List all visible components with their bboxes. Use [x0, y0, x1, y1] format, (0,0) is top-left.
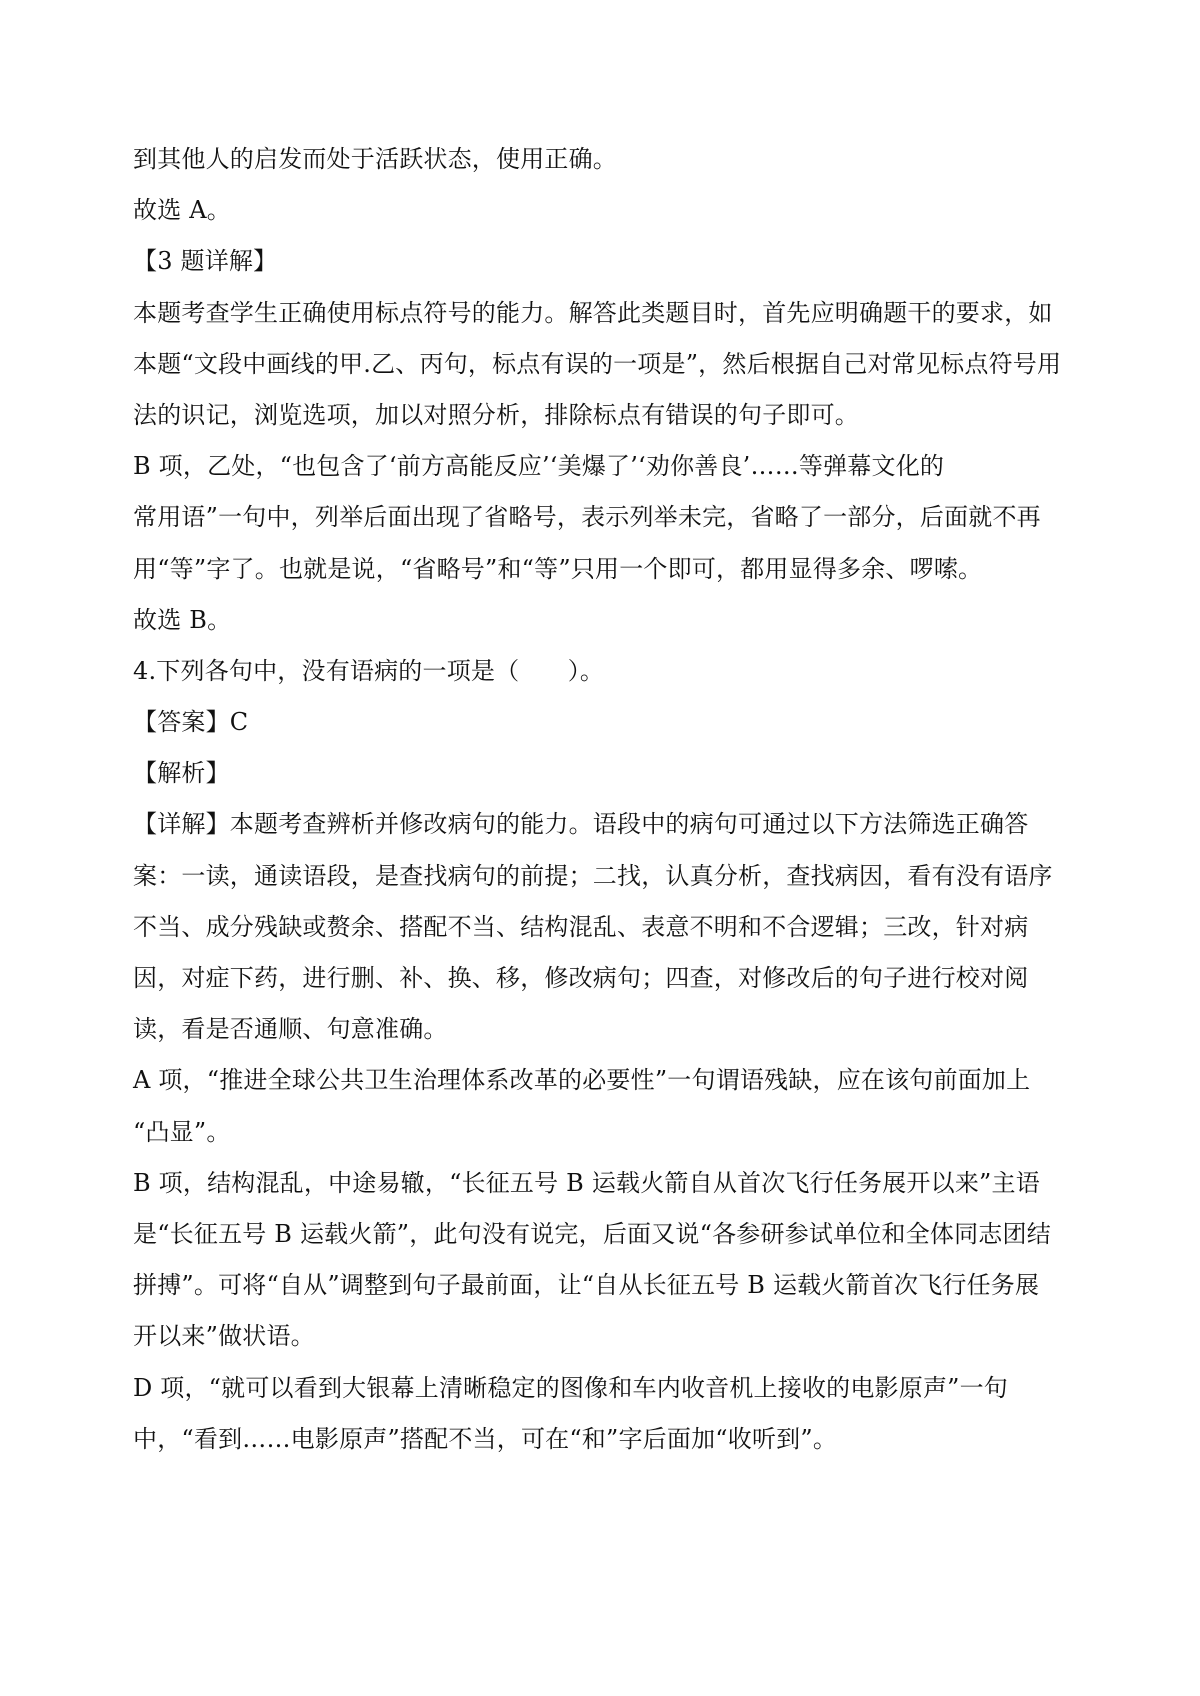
- document-body: [133, 134, 1093, 1465]
- text-line: 因，对症下药，进行删、补、换、移，修改病句；四查，对修改后的句子进行校对阅: [133, 964, 1029, 992]
- text-line: 故选 B。: [133, 605, 232, 634]
- text-line: 本题考查学生正确使用标点符号的能力。解答此类题目时，首先应明确题干的要求，如: [133, 298, 1053, 327]
- text-line: 到其他人的启发而处于活跃状态，使用正确。: [133, 145, 617, 173]
- text-line: 不当、成分残缺或赘余、搭配不当、结构混乱、表意不明和不合逻辑；三改，针对病: [133, 912, 1029, 941]
- text-line: 中，“看到……电影原声”搭配不当，可在“和”字后面加“收听到”。: [133, 1424, 838, 1453]
- text-line: 本题“文段中画线的甲.乙、丙句，标点有误的一项是”，然后根据自己对常见标点符号用: [133, 349, 1062, 378]
- text-line: 法的识记，浏览选项，加以对照分析，排除标点有错误的句子即可。: [133, 400, 859, 429]
- section-heading: 【3 题详解】: [133, 247, 278, 276]
- text-line: 开以来”做状语。: [133, 1322, 315, 1351]
- text-line: D 项，“就可以看到大银幕上清晰稳定的图像和车内收音机上接收的电影原声”一句: [133, 1373, 1009, 1402]
- text-line: 案：一读，通读语段，是查找病句的前提；二找，认真分析，查找病因，看有没有语序: [133, 861, 1053, 890]
- text-line: A 项，“推进全球公共卫生治理体系改革的必要性”一句谓语残缺，应在该句前面加上: [133, 1066, 1031, 1095]
- text-line: B 项，乙处，“也包含了‘前方高能反应’‘美爆了’‘劝你善良’……等弹幕文化的: [133, 452, 945, 481]
- text-line: 用“等”字了。也就是说，“省略号”和“等”只用一个即可，都用显得多余、啰嗦。: [133, 554, 983, 583]
- question-line: 4.下列各句中，没有语病的一项是（ ）。: [133, 656, 605, 685]
- text-line: B 项，结构混乱，中途易辙，“长征五号 B 运载火箭自从首次飞行任务展开以来”主语: [133, 1168, 1040, 1197]
- text-line: 故选 A。: [133, 196, 231, 225]
- text-line: 读，看是否通顺、句意准确。: [133, 1015, 448, 1044]
- answer-line: 【答案】C: [133, 708, 249, 737]
- text-line: 拼搏”。可将“自从”调整到句子最前面，让“自从长征五号 B 运载火箭首次飞行任务展: [133, 1271, 1040, 1300]
- text-line: 【详解】本题考查辨析并修改病句的能力。语段中的病句可通过以下方法筛选正确答: [133, 810, 1029, 839]
- section-heading: 【解析】: [133, 759, 230, 788]
- text-line: 是“长征五号 B 运载火箭”，此句没有说完，后面又说“各参研参试单位和全体同志团结: [133, 1219, 1051, 1248]
- text-line: “凸显”。: [133, 1117, 231, 1146]
- text-line: 常用语”一句中，列举后面出现了省略号，表示列举未完，省略了一部分，后面就不再: [133, 503, 1041, 532]
